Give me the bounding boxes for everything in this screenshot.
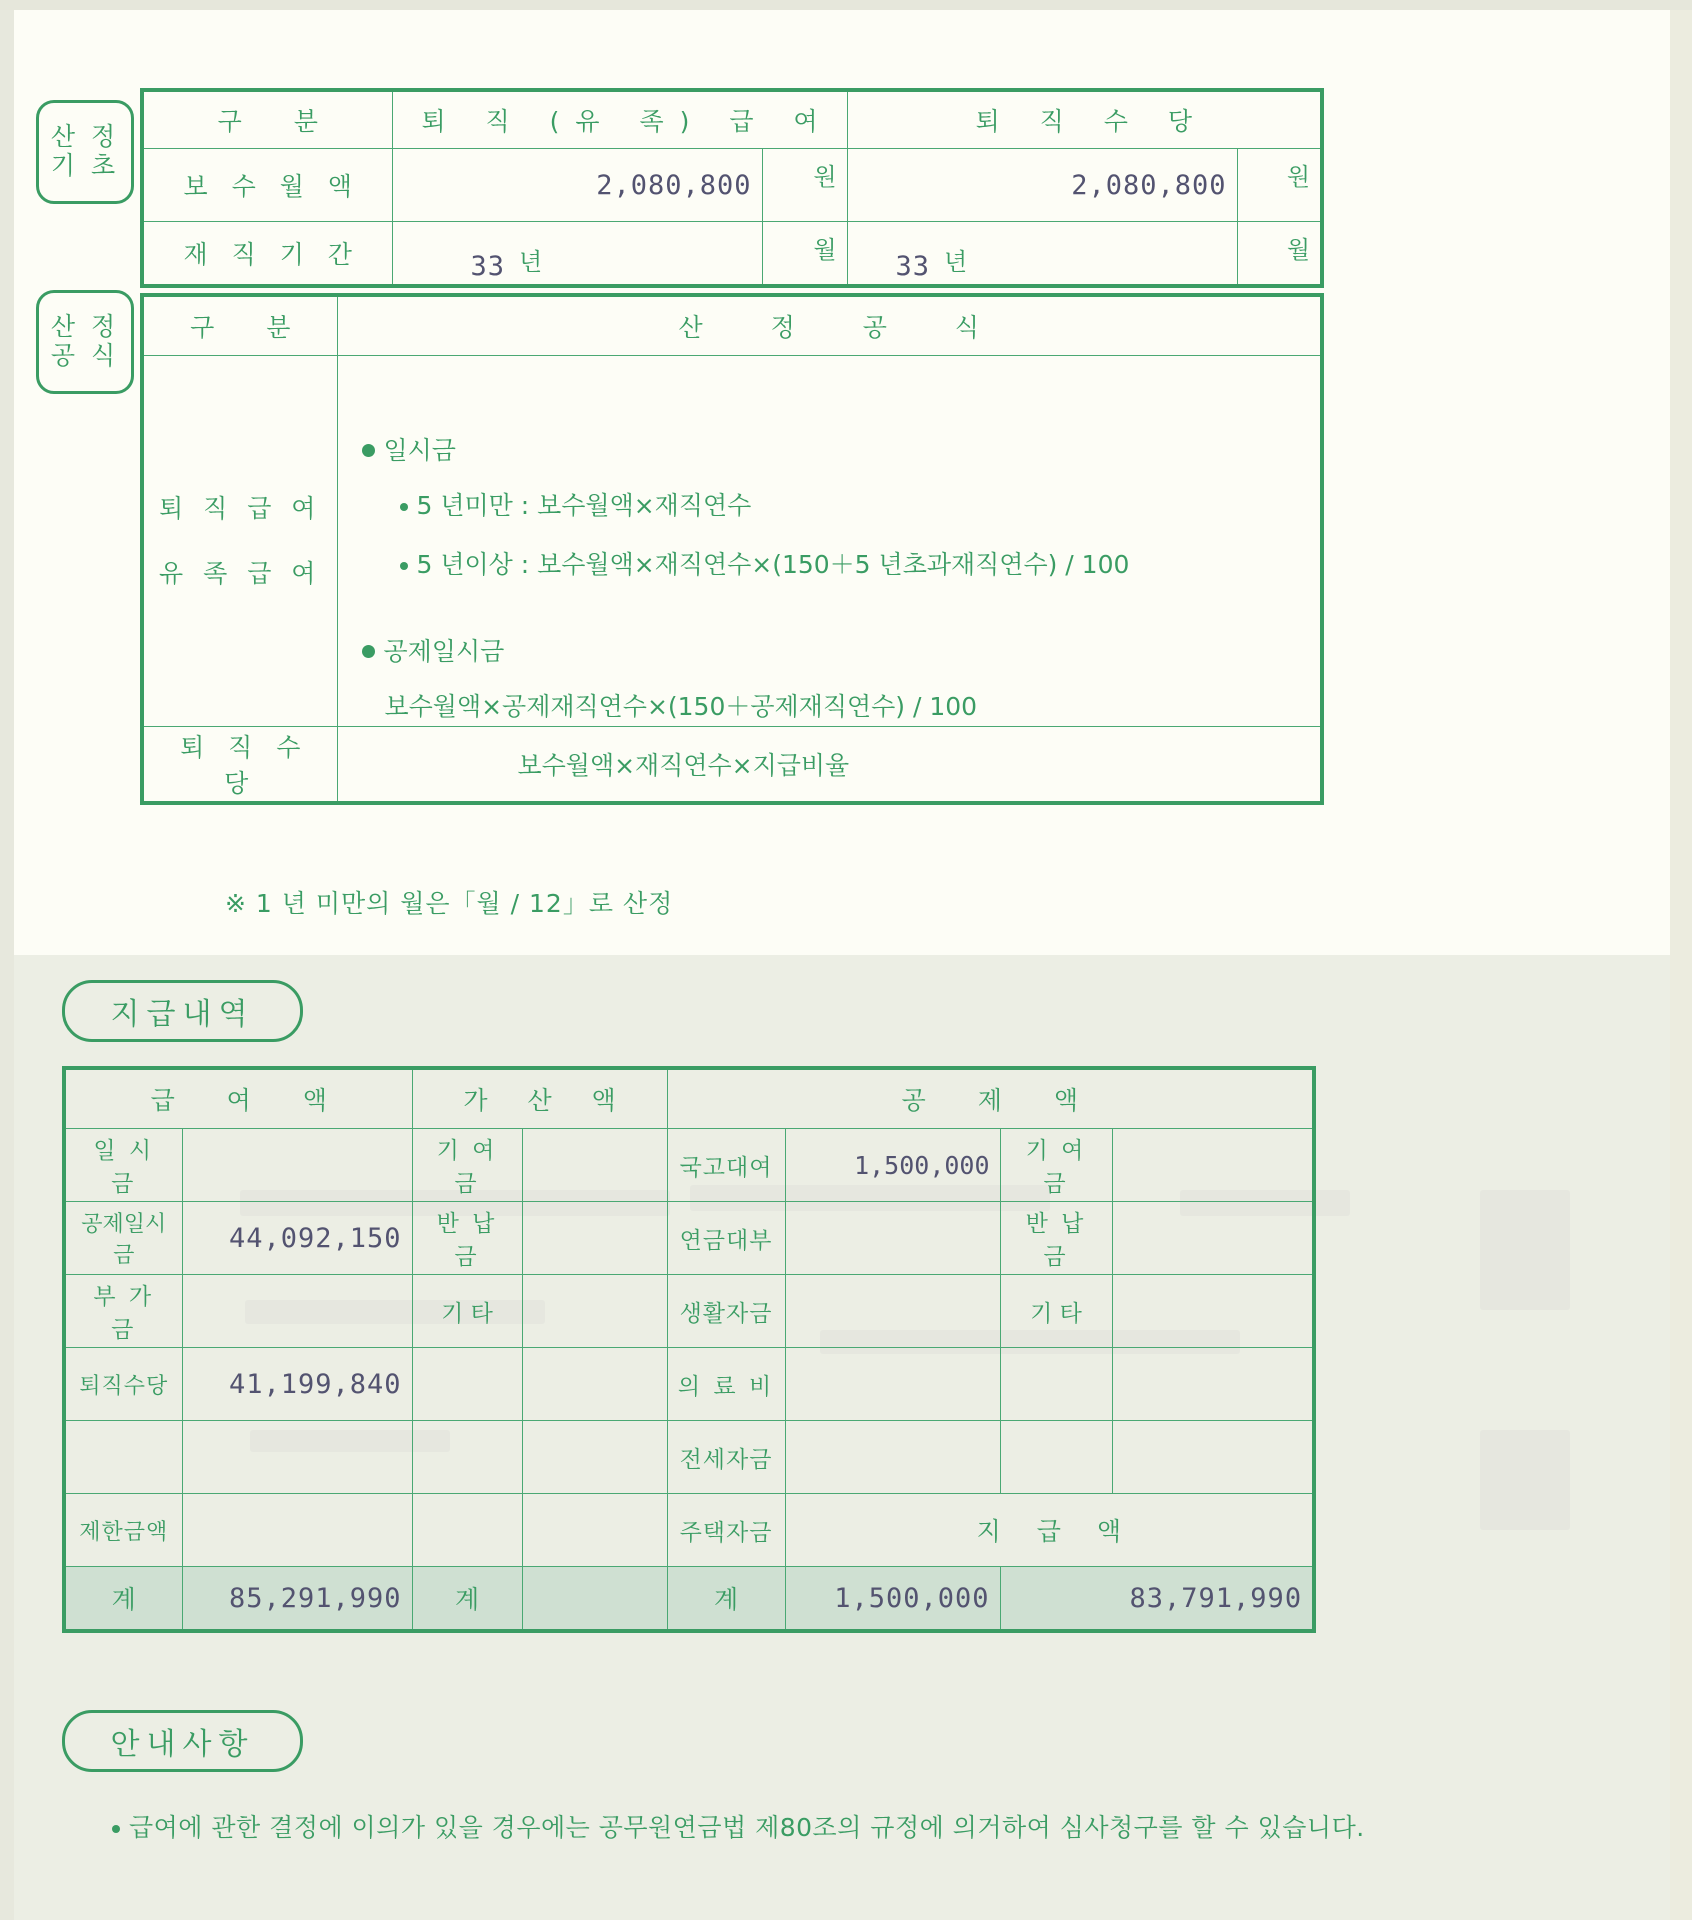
row0-deduction-value: 1,500,000 bbox=[854, 1150, 990, 1180]
table-row bbox=[64, 1421, 1314, 1494]
monthly-pay-retirement-value: 2,080,800 bbox=[596, 169, 752, 201]
formula-group2-title: 공제일시금 bbox=[383, 637, 505, 666]
table-row bbox=[64, 1129, 1314, 1202]
row4-additional-label bbox=[412, 1421, 522, 1494]
row3-deduction-label: 의 료 비 bbox=[667, 1348, 785, 1421]
bleed-mark bbox=[1480, 1430, 1570, 1530]
formula-row-allowance bbox=[142, 727, 1322, 804]
monthly-pay-allowance-value: 2,080,800 bbox=[1071, 169, 1227, 201]
formula-label-allowance: 퇴 직 수 당 bbox=[142, 727, 337, 804]
row3-deduction2-label bbox=[1000, 1348, 1112, 1421]
formula-header-division: 구 분 bbox=[142, 295, 337, 356]
row5-net-amount-label: 지 급 액 bbox=[785, 1494, 1314, 1567]
row2-deduction-label: 생활자금 bbox=[667, 1275, 785, 1348]
formula-row-retirement-survivor bbox=[142, 356, 1322, 727]
table-row bbox=[64, 1494, 1314, 1567]
service-months-retirement-unit: 월 bbox=[813, 236, 837, 264]
tag-calculation-basis bbox=[36, 100, 134, 204]
paper-left-edge bbox=[0, 0, 14, 1920]
tag-calculation-formula-line2: 공 식 bbox=[50, 341, 120, 370]
paper-top-edge bbox=[0, 0, 1692, 10]
row5-additional-label bbox=[412, 1494, 522, 1567]
basis-header-row bbox=[142, 90, 1322, 149]
sub-bullet-icon bbox=[400, 503, 408, 511]
basis-row-monthly-pay bbox=[142, 149, 1322, 222]
bullet-icon bbox=[362, 444, 375, 457]
row0-deduction2-label: 기 여 금 bbox=[1000, 1129, 1112, 1202]
service-years-retirement-value: 33 bbox=[470, 251, 506, 282]
formula-footnote: ※ 1 년 미만의 월은「월 / 12」로 산정 bbox=[225, 889, 674, 918]
row1-benefit-label: 공제일시금 bbox=[64, 1202, 182, 1275]
tag-calculation-formula bbox=[36, 290, 134, 394]
notice-text-row bbox=[112, 1808, 1365, 1844]
bullet-icon bbox=[362, 645, 375, 658]
basis-header-retirement: 퇴 직 (유 족) 급 여 bbox=[392, 90, 847, 149]
formula-allowance-expression: 보수월액×재직연수×지급비율 bbox=[337, 727, 1322, 804]
formula-label-line1: 퇴 직 급 여 bbox=[159, 494, 322, 523]
tag-payment-detail bbox=[62, 980, 303, 1042]
service-years-allowance-value: 33 bbox=[895, 251, 931, 282]
row3-benefit-label: 퇴직수당 bbox=[64, 1348, 182, 1421]
row4-benefit-label bbox=[64, 1421, 182, 1494]
row3-additional-label bbox=[412, 1348, 522, 1421]
row4-deduction2-label bbox=[1000, 1421, 1112, 1494]
payment-detail-table bbox=[62, 1066, 1316, 1633]
row2-benefit-label: 부 가 금 bbox=[64, 1275, 182, 1348]
formula-group1-item-1: 5 년이상 : 보수월액×재직연수×(150＋5 년초과재직연수) / 100 bbox=[416, 550, 1130, 579]
payment-header-deduction: 공 제 액 bbox=[667, 1068, 1314, 1129]
table-row bbox=[64, 1275, 1314, 1348]
tag-calculation-basis-line2: 기 초 bbox=[50, 151, 120, 180]
total-additional-label: 계 bbox=[412, 1567, 522, 1632]
row0-additional-label: 기 여 금 bbox=[412, 1129, 522, 1202]
payment-header-additional: 가 산 액 bbox=[412, 1068, 667, 1129]
basis-header-division: 구 분 bbox=[142, 90, 392, 149]
row2-additional-label: 기 타 bbox=[412, 1275, 522, 1348]
payment-header-row bbox=[64, 1068, 1314, 1129]
total-benefit-value: 85,291,990 bbox=[228, 1582, 402, 1614]
service-years-allowance-unit: 년 bbox=[944, 248, 968, 276]
formula-label-line2: 유 족 급 여 bbox=[159, 559, 322, 588]
row4-deduction-label: 전세자금 bbox=[667, 1421, 785, 1494]
sub-bullet-icon bbox=[400, 562, 408, 570]
formula-content-retirement-survivor bbox=[337, 356, 1322, 727]
paper-right-edge bbox=[1670, 0, 1692, 1920]
table-row bbox=[64, 1202, 1314, 1275]
bullet-icon bbox=[112, 1825, 120, 1833]
monthly-pay-allowance-unit: 원 bbox=[1286, 163, 1311, 191]
tag-notice bbox=[62, 1710, 303, 1772]
total-deduction-value: 1,500,000 bbox=[834, 1582, 990, 1614]
payment-total-row bbox=[64, 1567, 1314, 1632]
table-row bbox=[64, 1348, 1314, 1421]
tag-calculation-formula-line1: 산 정 bbox=[50, 312, 120, 342]
payment-header-benefit: 급 여 액 bbox=[64, 1068, 412, 1129]
row3-benefit-value: 41,199,840 bbox=[228, 1368, 402, 1400]
tag-payment-detail-label: 지급내역 bbox=[110, 997, 255, 1032]
monthly-pay-retirement-unit: 원 bbox=[813, 163, 837, 191]
row1-benefit-value: 44,092,150 bbox=[228, 1222, 402, 1254]
row5-deduction-label: 주택자금 bbox=[667, 1494, 785, 1567]
row0-deduction-label: 국고대여 bbox=[667, 1129, 785, 1202]
service-years-retirement-unit: 년 bbox=[519, 248, 543, 276]
row1-deduction-label: 연금대부 bbox=[667, 1202, 785, 1275]
service-months-allowance-unit: 월 bbox=[1286, 236, 1311, 264]
total-benefit-label: 계 bbox=[64, 1567, 182, 1632]
row5-benefit-label: 제한금액 bbox=[64, 1494, 182, 1567]
row1-additional-label: 반 납 금 bbox=[412, 1202, 522, 1275]
formula-group2-item-0: 보수월액×공제재직연수×(150＋공제재직연수) / 100 bbox=[384, 692, 978, 721]
row0-benefit-label: 일 시 금 bbox=[64, 1129, 182, 1202]
calculation-basis-table bbox=[140, 88, 1324, 288]
total-net-value: 83,791,990 bbox=[1129, 1582, 1303, 1614]
notice-text: 급여에 관한 결정에 이의가 있을 경우에는 공무원연금법 제80조의 규정에 의거하여 심사청구를 할 수 있습니다. bbox=[129, 1813, 1365, 1842]
basis-label-service-period: 재 직 기 간 bbox=[142, 222, 392, 287]
tag-calculation-basis-line1: 산 정 bbox=[50, 122, 120, 152]
basis-label-monthly-pay: 보 수 월 액 bbox=[142, 149, 392, 222]
calculation-formula-table bbox=[140, 293, 1324, 805]
tag-notice-label: 안내사항 bbox=[110, 1727, 255, 1762]
formula-group1-title: 일시금 bbox=[383, 436, 456, 465]
row2-deduction2-label: 기 타 bbox=[1000, 1275, 1112, 1348]
formula-header-formula: 산 정 공 식 bbox=[337, 295, 1322, 356]
formula-group1-item-0: 5 년미만 : 보수월액×재직연수 bbox=[416, 491, 752, 520]
row1-deduction2-label: 반 납 금 bbox=[1000, 1202, 1112, 1275]
basis-row-service-period bbox=[142, 222, 1322, 287]
formula-header-row bbox=[142, 295, 1322, 356]
bleed-mark bbox=[1480, 1190, 1570, 1310]
formula-label-retirement-survivor bbox=[142, 356, 337, 727]
basis-header-allowance: 퇴 직 수 당 bbox=[847, 90, 1322, 149]
total-deduction-label: 계 bbox=[667, 1567, 785, 1632]
